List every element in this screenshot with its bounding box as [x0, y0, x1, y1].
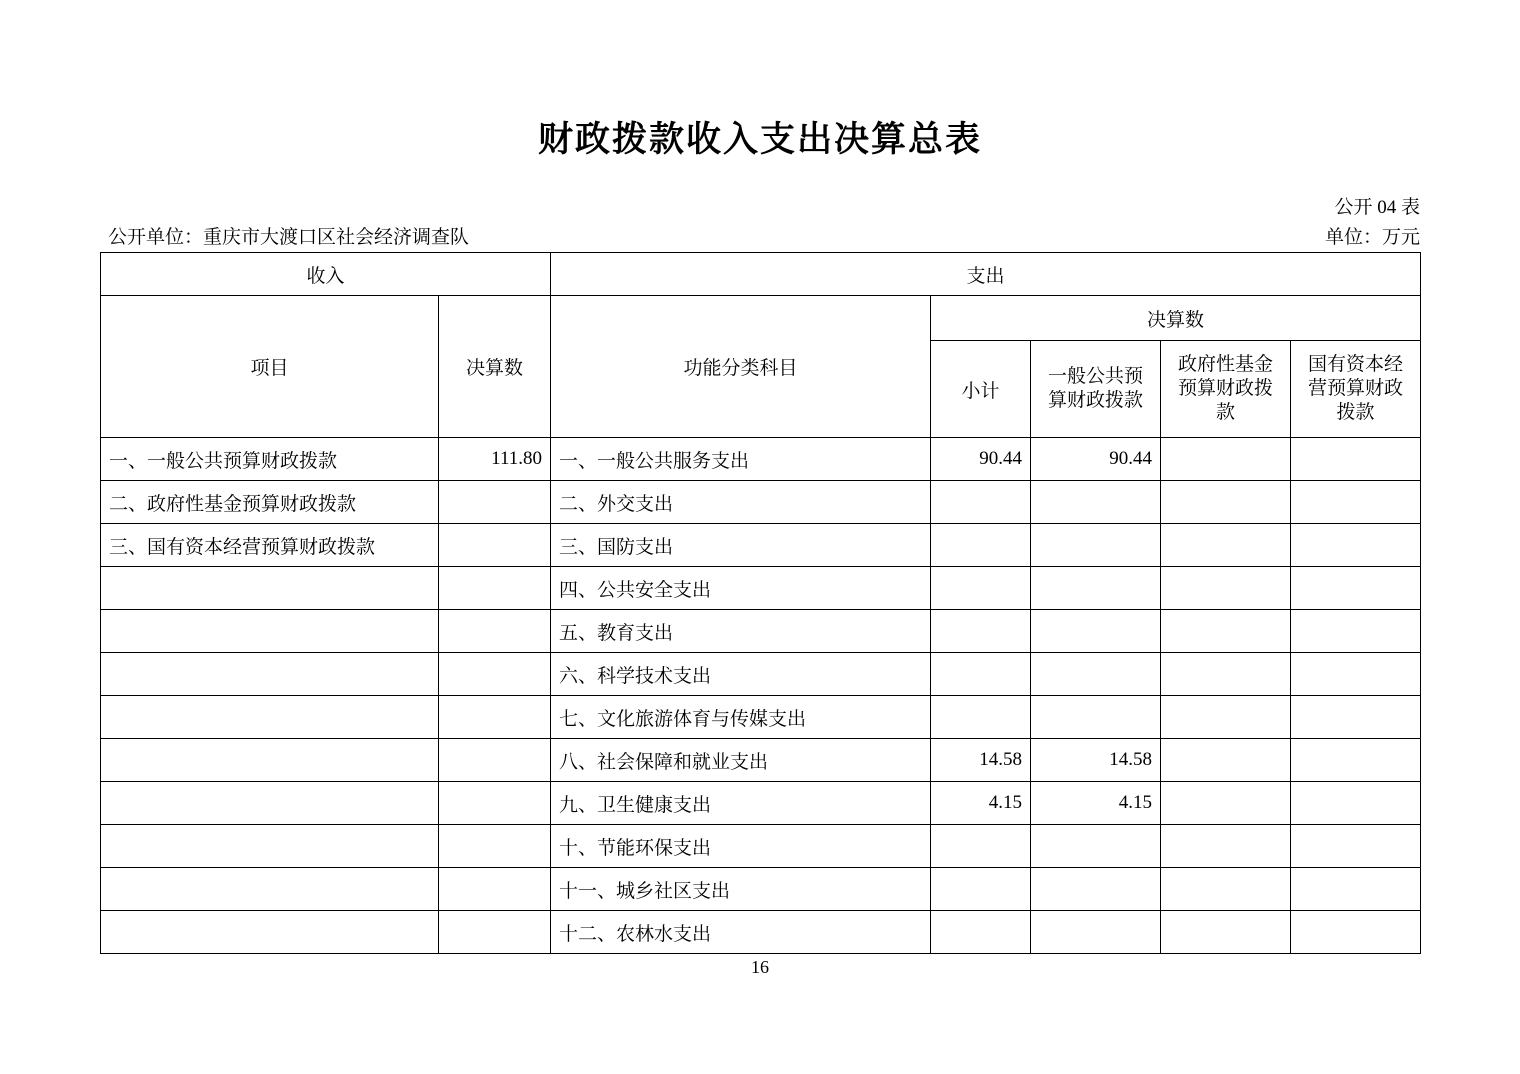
expense-subtotal: [931, 825, 1031, 868]
expense-col-capital-header: 国有资本经营预算财政拨款: [1291, 341, 1421, 438]
expense-subtotal: [931, 524, 1031, 567]
expense-subtotal: [931, 868, 1031, 911]
table-row: [101, 868, 1421, 911]
income-item: [101, 911, 439, 954]
expense-fund: [1161, 567, 1291, 610]
expense-fund: [1161, 868, 1291, 911]
expense-subject: 一、一般公共服务支出: [551, 438, 931, 481]
table-row: [101, 438, 1421, 481]
expense-fund: [1161, 739, 1291, 782]
expense-capital: [1291, 868, 1421, 911]
expense-subtotal: 4.15: [931, 782, 1031, 825]
table-group-header-row: [101, 253, 1421, 296]
expense-capital: [1291, 438, 1421, 481]
form-code-label: 公开 04 表: [1334, 197, 1420, 218]
expense-fund: [1161, 481, 1291, 524]
expense-subject: 七、文化旅游体育与传媒支出: [551, 696, 931, 739]
income-item: 二、政府性基金预算财政拨款: [101, 481, 439, 524]
expense-subject: 二、外交支出: [551, 481, 931, 524]
expense-general: [1031, 610, 1161, 653]
income-amount: [439, 739, 551, 782]
table-row: [101, 567, 1421, 610]
expense-col-subject-header: 功能分类科目: [551, 296, 931, 438]
table-row: [101, 911, 1421, 954]
income-amount: 111.80: [439, 438, 551, 481]
expense-capital: [1291, 567, 1421, 610]
expense-fund: [1161, 825, 1291, 868]
expense-subtotal: [931, 481, 1031, 524]
expense-col-fund-header: 政府性基金预算财政拨款: [1161, 341, 1291, 438]
expense-subtotal: 90.44: [931, 438, 1031, 481]
expense-col-general-header: 一般公共预算财政拨款: [1031, 341, 1161, 438]
table-subheader-row: [101, 296, 1421, 341]
page-number: 16: [751, 957, 769, 977]
expense-subject: 六、科学技术支出: [551, 653, 931, 696]
table-row: [101, 524, 1421, 567]
table-row: [101, 696, 1421, 739]
expense-capital: [1291, 696, 1421, 739]
expense-fund: [1161, 653, 1291, 696]
income-amount: [439, 481, 551, 524]
expense-subject: 三、国防支出: [551, 524, 931, 567]
expense-subject: 五、教育支出: [551, 610, 931, 653]
expense-capital: [1291, 610, 1421, 653]
expense-fund: [1161, 438, 1291, 481]
expense-general: [1031, 868, 1161, 911]
budget-table: [100, 252, 1421, 954]
income-item: [101, 825, 439, 868]
income-item: [101, 653, 439, 696]
expense-general: 90.44: [1031, 438, 1161, 481]
income-item: [101, 567, 439, 610]
unit-label: 单位：万元: [1324, 227, 1420, 248]
table-row: [101, 481, 1421, 524]
expense-general: [1031, 825, 1161, 868]
income-amount: [439, 868, 551, 911]
income-amount: [439, 782, 551, 825]
expense-col-subtotal-header: 小计: [931, 341, 1031, 438]
expense-fund: [1161, 696, 1291, 739]
expense-subject: 十二、农林水支出: [551, 911, 931, 954]
expense-general: [1031, 481, 1161, 524]
income-amount: [439, 653, 551, 696]
expense-capital: [1291, 524, 1421, 567]
expense-fund: [1161, 911, 1291, 954]
expense-subject: 十、节能环保支出: [551, 825, 931, 868]
expense-subject: 四、公共安全支出: [551, 567, 931, 610]
publisher-label: 公开单位：重庆市大渡口区社会经济调查队: [108, 227, 470, 248]
income-amount: [439, 825, 551, 868]
income-group-header: 收入: [101, 253, 551, 296]
expense-subtotal: [931, 911, 1031, 954]
expense-group-header: 支出: [551, 253, 1421, 296]
expense-general: [1031, 567, 1161, 610]
expense-subject: 十一、城乡社区支出: [551, 868, 931, 911]
expense-general: [1031, 653, 1161, 696]
expense-fund: [1161, 782, 1291, 825]
expense-capital: [1291, 825, 1421, 868]
table-row: [101, 739, 1421, 782]
expense-general: 4.15: [1031, 782, 1161, 825]
expense-capital: [1291, 481, 1421, 524]
income-amount: [439, 610, 551, 653]
income-amount: [439, 696, 551, 739]
expense-subtotal: 14.58: [931, 739, 1031, 782]
table-row: [101, 825, 1421, 868]
income-item: [101, 868, 439, 911]
table-row: [101, 610, 1421, 653]
expense-general: [1031, 911, 1161, 954]
expense-capital: [1291, 653, 1421, 696]
income-col-item-header: 项目: [101, 296, 439, 438]
income-item: [101, 696, 439, 739]
expense-subtotal: [931, 653, 1031, 696]
income-col-amount-header: 决算数: [439, 296, 551, 438]
expense-capital: [1291, 739, 1421, 782]
expense-subtotal: [931, 567, 1031, 610]
table-row: [101, 653, 1421, 696]
expense-subject: 八、社会保障和就业支出: [551, 739, 931, 782]
expense-fund: [1161, 524, 1291, 567]
expense-subtotal: [931, 610, 1031, 653]
expense-capital: [1291, 782, 1421, 825]
expense-general: 14.58: [1031, 739, 1161, 782]
expense-subtotal: [931, 696, 1031, 739]
income-item: 三、国有资本经营预算财政拨款: [101, 524, 439, 567]
income-item: [101, 782, 439, 825]
expense-capital: [1291, 911, 1421, 954]
income-amount: [439, 911, 551, 954]
expense-general: [1031, 696, 1161, 739]
income-amount: [439, 524, 551, 567]
income-item: [101, 739, 439, 782]
expense-general: [1031, 524, 1161, 567]
expense-subject: 九、卫生健康支出: [551, 782, 931, 825]
income-item: 一、一般公共预算财政拨款: [101, 438, 439, 481]
page-title: 财政拨款收入支出决算总表: [537, 120, 982, 160]
income-item: [101, 610, 439, 653]
expense-fund: [1161, 610, 1291, 653]
income-amount: [439, 567, 551, 610]
expense-amount-group-header: 决算数: [931, 296, 1421, 341]
table-row: [101, 782, 1421, 825]
